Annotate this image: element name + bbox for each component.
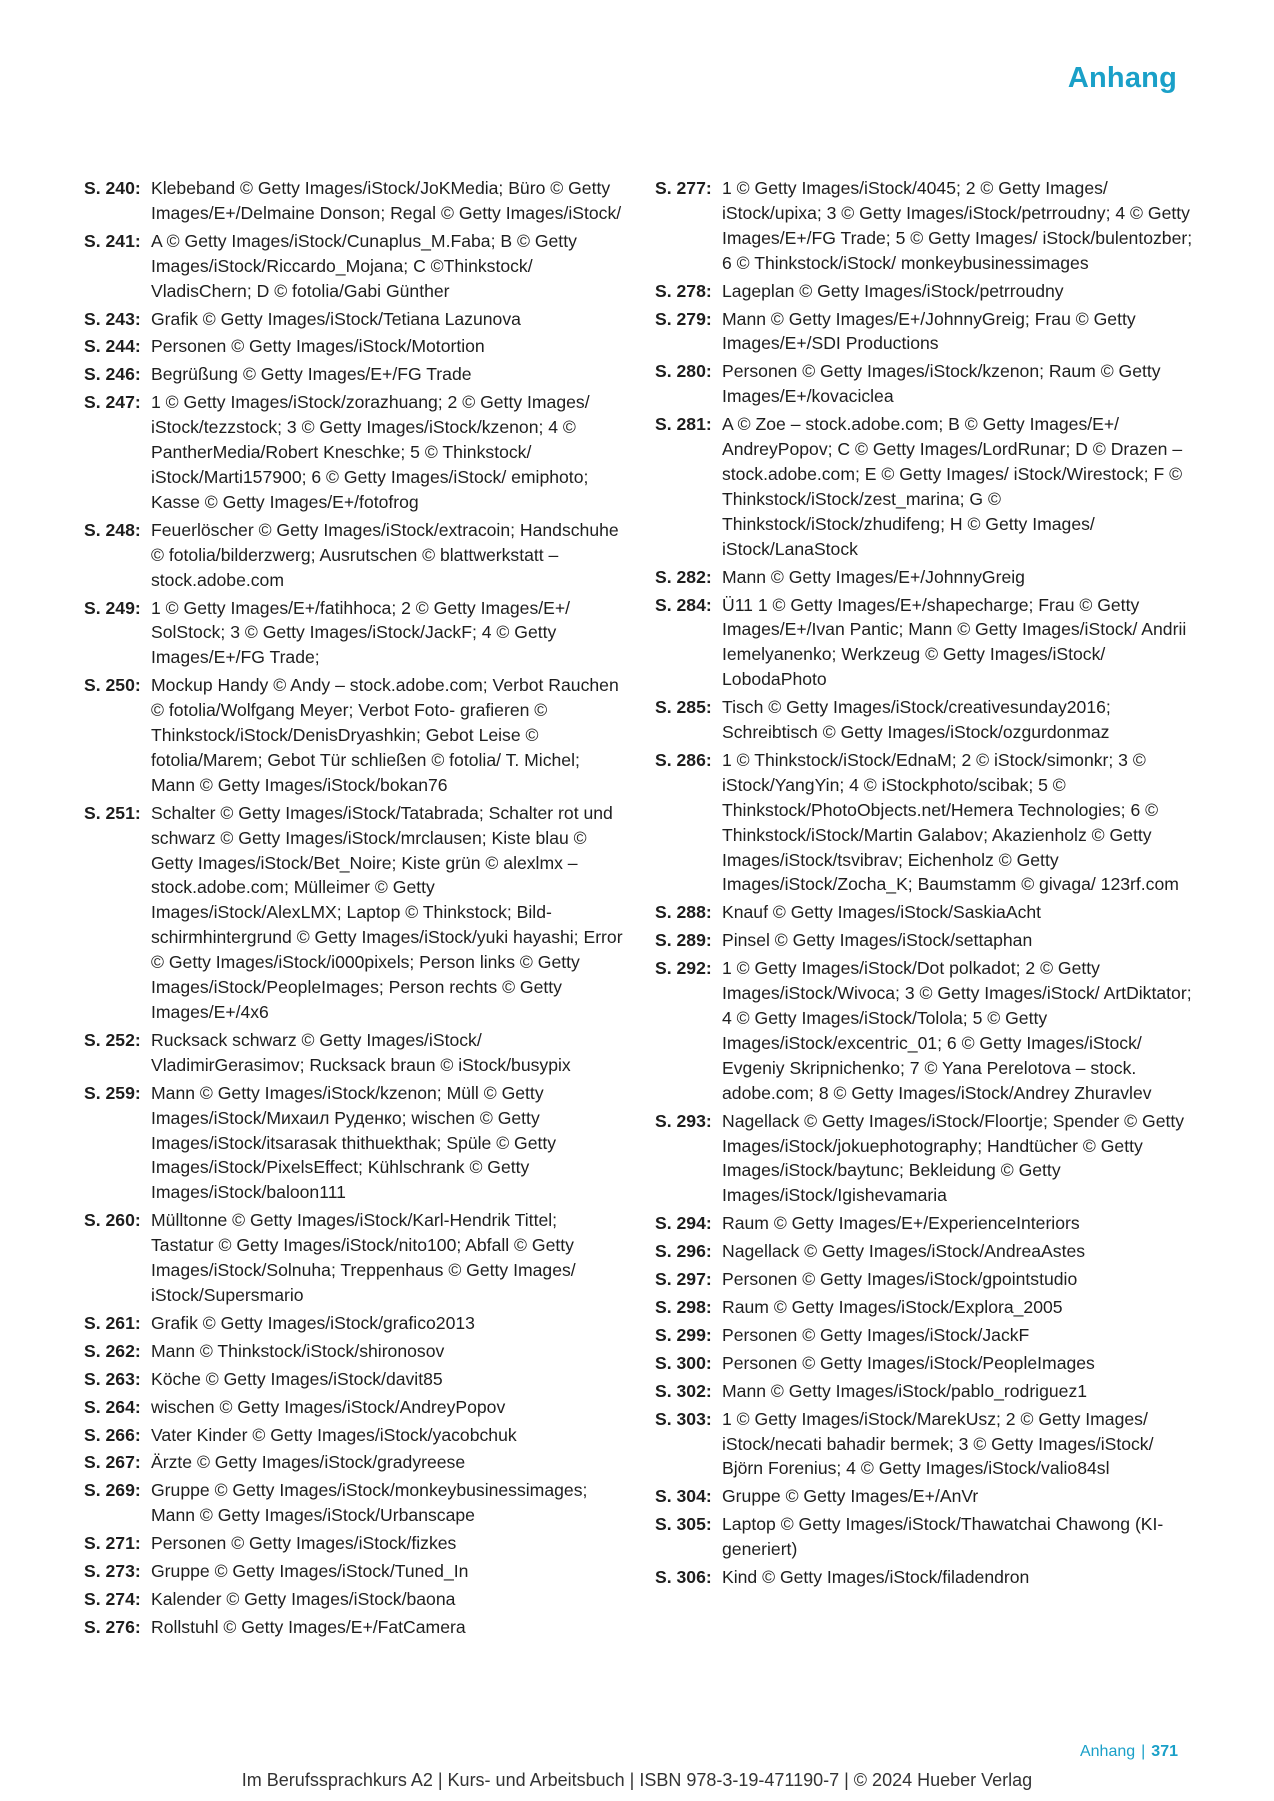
credit-page-ref: S. 300: bbox=[655, 1352, 712, 1373]
credit-page-ref: S. 286: bbox=[655, 749, 712, 770]
credit-entry bbox=[655, 307, 1195, 357]
credit-entry bbox=[655, 1379, 1195, 1404]
credit-page-ref: S. 298: bbox=[655, 1296, 712, 1317]
credit-text: 1 © Getty Images/E+/fatihhoca; 2 © Getty Images/E+/ SolStock; 3 © Getty Images/iStock/JackF; 4 © Getty Images/E+/FG Trade; bbox=[151, 597, 571, 668]
credit-entry bbox=[655, 1484, 1195, 1509]
credit-text: Personen © Getty Images/iStock/JackF bbox=[722, 1324, 1030, 1345]
credit-text: Lageplan © Getty Images/iStock/petrroudny bbox=[722, 280, 1064, 301]
credit-page-ref: S. 302: bbox=[655, 1380, 712, 1401]
credit-page-ref: S. 284: bbox=[655, 594, 712, 615]
credit-page-ref: S. 259: bbox=[84, 1082, 141, 1103]
credit-page-ref: S. 299: bbox=[655, 1324, 712, 1345]
credit-page-ref: S. 262: bbox=[84, 1340, 141, 1361]
credit-page-ref: S. 279: bbox=[655, 308, 712, 329]
credit-text: Grafik © Getty Images/iStock/grafico2013 bbox=[151, 1312, 475, 1333]
credit-text: Mockup Handy © Andy – stock.adobe.com; Verbot Rauchen © fotolia/Wolfgang Meyer; Verbot Foto- grafieren © Thinkstock/iStock/DenisDryashkin; Gebot Leise © fotolia/Marem; Gebot Tür schließen © fotolia/ T. Michel; Mann © Getty Images/iStock/bokan76 bbox=[151, 675, 619, 795]
credit-text: Personen © Getty Images/iStock/kzenon; Raum © Getty Images/E+/kovaciclea bbox=[722, 361, 1161, 407]
credit-text: A © Zoe – stock.adobe.com; B © Getty Images/E+/ AndreyPopov; C © Getty Images/LordRunar; D © Drazen – stock.adobe.com; E © Getty Images/ iStock/Wirestock; F © Thinkstock/iStock/zest_marina; G © Thinkstock/iStock/zhudifeng; H © Getty Images/ iStock/LanaStock bbox=[722, 414, 1183, 559]
credit-entry bbox=[655, 956, 1195, 1105]
credit-text: Mann © Getty Images/iStock/pablo_rodriguez1 bbox=[722, 1380, 1088, 1401]
credit-page-ref: S. 240: bbox=[84, 178, 141, 198]
credit-page-ref: S. 260: bbox=[84, 1210, 141, 1231]
credit-entry bbox=[655, 359, 1195, 409]
credit-page-ref: S. 247: bbox=[84, 392, 141, 413]
credit-text: Feuerlöscher © Getty Images/iStock/extracoin; Handschuhe © fotolia/bilderzwerg; Ausrutschen © blattwerkstatt – stock.adobe.com bbox=[151, 519, 619, 590]
credit-page-ref: S. 252: bbox=[84, 1029, 141, 1050]
credit-text: 1 © Getty Images/iStock/MarekUsz; 2 © Getty Images/ iStock/necati bahadir bermek; 3 © Getty Images/iStock/ Björn Forenius; 4 © Getty Images/iStock/valio84sl bbox=[722, 1408, 1154, 1479]
credit-text: A © Getty Images/iStock/Cunaplus_M.Faba; B © Getty Images/iStock/Riccardo_Mojana; C ©Thinkstock/ VladisChern; D © fotolia/Gabi Günther bbox=[151, 230, 577, 301]
credit-page-ref: S. 251: bbox=[84, 802, 141, 823]
credit-text: Grafik © Getty Images/iStock/Tetiana Lazunova bbox=[151, 308, 521, 329]
credit-entry bbox=[655, 1351, 1195, 1376]
credit-page-ref: S. 277: bbox=[655, 178, 712, 198]
credit-text: Vater Kinder © Getty Images/iStock/yacobchuk bbox=[151, 1424, 517, 1445]
credit-entry bbox=[655, 1512, 1195, 1562]
credit-entry bbox=[655, 565, 1195, 590]
credit-page-ref: S. 294: bbox=[655, 1213, 712, 1234]
credit-entry bbox=[655, 748, 1195, 897]
credit-entry bbox=[84, 518, 624, 593]
credit-entry bbox=[84, 673, 624, 798]
credit-entry bbox=[655, 695, 1195, 745]
credit-text: Mülltonne © Getty Images/iStock/Karl-Hendrik Tittel; Tastatur © Getty Images/iStock/nito100; Abfall © Getty Images/iStock/Solnuha; Treppenhaus © Getty Images/ iStock/Supersmario bbox=[151, 1210, 576, 1305]
credit-page-ref: S. 250: bbox=[84, 675, 141, 696]
credit-page-ref: S. 266: bbox=[84, 1424, 141, 1445]
credit-text: Klebeband © Getty Images/iStock/JoKMedia; Büro © Getty Images/E+/Delmaine Donson; Regal © Getty Images/iStock/ bbox=[151, 178, 622, 223]
credit-text: Rucksack schwarz © Getty Images/iStock/ VladimirGerasimov; Rucksack braun © iStock/busypix bbox=[151, 1029, 571, 1075]
credit-entry bbox=[655, 928, 1195, 953]
credit-entry bbox=[84, 1367, 624, 1392]
credit-entry bbox=[84, 1615, 624, 1640]
credit-text: Mann © Getty Images/E+/JohnnyGreig; Frau © Getty Images/E+/SDI Productions bbox=[722, 308, 1136, 354]
credit-entry bbox=[84, 1559, 624, 1584]
credit-page-ref: S. 305: bbox=[655, 1514, 712, 1535]
credit-page-ref: S. 292: bbox=[655, 958, 712, 979]
credit-entry bbox=[655, 412, 1195, 561]
page-title: Anhang bbox=[1067, 62, 1177, 94]
credit-page-ref: S. 261: bbox=[84, 1312, 141, 1333]
credits-column-left bbox=[84, 176, 624, 1643]
credit-entry bbox=[84, 390, 624, 515]
credit-text: Rollstuhl © Getty Images/E+/FatCamera bbox=[151, 1616, 466, 1637]
credit-page-ref: S. 249: bbox=[84, 597, 141, 618]
credit-text: Begrüßung © Getty Images/E+/FG Trade bbox=[151, 364, 472, 385]
credit-text: 1 © Getty Images/iStock/Dot polkadot; 2 © Getty Images/iStock/Wivoca; 3 © Getty Images/iStock/ ArtDiktator; 4 © Getty Images/iStock/Tolola; 5 © Getty Images/iStock/excentric_01; 6 © Getty Images/iStock/ Evgeniy Skripnichenko; 7 © Yana Perelotova – stock. adobe.com; 8 © Getty Images/iStock/Andrey Zhuravlev bbox=[722, 958, 1192, 1103]
credit-page-ref: S. 246: bbox=[84, 364, 141, 385]
credit-text: Gruppe © Getty Images/E+/AnVr bbox=[722, 1486, 979, 1507]
credit-entry bbox=[84, 1531, 624, 1556]
credit-entry bbox=[655, 1565, 1195, 1590]
credit-page-ref: S. 274: bbox=[84, 1588, 141, 1609]
credit-text: Personen © Getty Images/iStock/Motortion bbox=[151, 336, 485, 357]
credit-entry bbox=[655, 176, 1195, 276]
credit-text: Laptop © Getty Images/iStock/Thawatchai Chawong (KI-generiert) bbox=[722, 1514, 1164, 1560]
credit-entry bbox=[84, 1208, 624, 1308]
credit-entry bbox=[655, 1407, 1195, 1482]
credit-entry bbox=[84, 1395, 624, 1420]
credit-entry bbox=[655, 1109, 1195, 1209]
credit-text: Knauf © Getty Images/iStock/SaskiaAcht bbox=[722, 902, 1042, 923]
credit-page-ref: S. 264: bbox=[84, 1396, 141, 1417]
credit-page-ref: S. 276: bbox=[84, 1616, 141, 1637]
credit-page-ref: S. 278: bbox=[655, 280, 712, 301]
credit-entry bbox=[84, 1339, 624, 1364]
page-number: 371 bbox=[1151, 1743, 1178, 1760]
credit-text: Nagellack © Getty Images/iStock/AndreaAstes bbox=[722, 1241, 1086, 1262]
credit-page-ref: S. 280: bbox=[655, 361, 712, 382]
credit-page-ref: S. 282: bbox=[655, 566, 712, 587]
credit-entry bbox=[84, 1450, 624, 1475]
credit-text: 1 © Thinkstock/iStock/EdnaM; 2 © iStock/simonkr; 3 © iStock/YangYin; 4 © iStockphoto/scibak; 5 © Thinkstock/PhotoObjects.net/Hemera Technologies; 6 © Thinkstock/iStock/Martin Galabov; Akazienholz © Getty Images/iStock/tsvibrav; Eichenholz © Getty Images/iStock/Zocha_K; Baumstamm © givaga/ 123rf.com bbox=[722, 749, 1179, 895]
credit-text: Schalter © Getty Images/iStock/Tatabrada; Schalter rot und schwarz © Getty Images/iStock/mrclausen; Kiste blau © Getty Images/iStock/Bet_Noire; Kiste grün © alexlmx – stock.adobe.com; Mülleimer © Getty Images/iStock/AlexLMX; Laptop © Thinkstock; Bild- schirmhintergrund © Getty Images/iStock/yuki hayashi; Error © Getty Images/iStock/i000pixels; Person links © Getty Images/iStock/PeopleImages; Person rechts © Getty Images/E+/4x6 bbox=[151, 802, 623, 1022]
credit-text: Ü11 1 © Getty Images/E+/shapecharge; Frau © Getty Images/E+/Ivan Pantic; Mann © Getty Images/iStock/ Andrii Iemelyanenko; Werkzeug © Getty Images/iStock/ LobodaPhoto bbox=[722, 594, 1187, 690]
credit-text: 1 © Getty Images/iStock/zorazhuang; 2 © Getty Images/ iStock/tezzstock; 3 © Getty Images/iStock/kzenon; 4 © PantherMedia/Robert Kneschke; 5 © Thinkstock/ iStock/Marti157900; 6 © Getty Images/iStock/ emiphoto; Kasse © Getty Images/E+/fotofrog bbox=[151, 392, 590, 512]
credit-page-ref: S. 269: bbox=[84, 1480, 141, 1501]
credit-entry bbox=[84, 362, 624, 387]
credit-text: Nagellack © Getty Images/iStock/Floortje; Spender © Getty Images/iStock/jokuephotography; Handtücher © Getty Images/iStock/baytunc; Bekleidung © Getty Images/iStock/Igishevamaria bbox=[722, 1110, 1185, 1206]
credit-page-ref: S. 271: bbox=[84, 1533, 141, 1554]
footer-book-info: Im Berufssprachkurs A2 | Kurs- und Arbeitsbuch | ISBN 978-3-19-471190-7 | © 2024 Hueber Verlag bbox=[241, 1770, 1033, 1790]
credit-text: Raum © Getty Images/E+/ExperienceInteriors bbox=[722, 1213, 1080, 1234]
credit-entry bbox=[84, 1478, 624, 1528]
credit-page-ref: S. 248: bbox=[84, 519, 141, 540]
credit-text: Raum © Getty Images/iStock/Explora_2005 bbox=[722, 1296, 1063, 1317]
credit-page-ref: S. 241: bbox=[84, 230, 141, 251]
credit-text: Tisch © Getty Images/iStock/creativesunday2016; Schreibtisch © Getty Images/iStock/ozgurdonmaz bbox=[722, 697, 1111, 743]
credit-entry bbox=[655, 593, 1195, 693]
footer-section-name: Anhang bbox=[1079, 1743, 1136, 1760]
credit-entry bbox=[84, 229, 624, 304]
credit-entry bbox=[84, 1587, 624, 1612]
credit-text: Mann © Getty Images/E+/JohnnyGreig bbox=[722, 566, 1025, 587]
credit-entry bbox=[655, 279, 1195, 304]
credit-text: Pinsel © Getty Images/iStock/settaphan bbox=[722, 930, 1033, 951]
credit-text: 1 © Getty Images/iStock/4045; 2 © Getty Images/ iStock/upixa; 3 © Getty Images/iStock/petrroudny; 4 © Getty Images/E+/FG Trade; 5 © Getty Images/ iStock/bulentozber; 6 © Thinkstock/iStock/ monkeybusinessimages bbox=[722, 178, 1193, 273]
credit-text: Köche © Getty Images/iStock/davit85 bbox=[151, 1368, 443, 1389]
credit-entry bbox=[84, 176, 624, 226]
credit-text: Personen © Getty Images/iStock/PeopleImages bbox=[722, 1352, 1095, 1373]
credit-entry bbox=[84, 307, 624, 332]
credit-page-ref: S. 285: bbox=[655, 697, 712, 718]
credit-entry bbox=[655, 1295, 1195, 1320]
credit-entry bbox=[655, 1323, 1195, 1348]
credit-page-ref: S. 267: bbox=[84, 1452, 141, 1473]
credits-column-right bbox=[655, 176, 1195, 1593]
credit-page-ref: S. 306: bbox=[655, 1567, 712, 1588]
credit-text: Kalender © Getty Images/iStock/baona bbox=[151, 1588, 456, 1609]
credit-text: Gruppe © Getty Images/iStock/Tuned_In bbox=[151, 1561, 469, 1582]
credit-page-ref: S. 288: bbox=[655, 902, 712, 923]
credit-entry bbox=[84, 801, 624, 1025]
credit-text: Mann © Thinkstock/iStock/shironosov bbox=[151, 1340, 445, 1361]
credit-page-ref: S. 296: bbox=[655, 1241, 712, 1262]
credit-page-ref: S. 263: bbox=[84, 1368, 141, 1389]
credit-text: Personen © Getty Images/iStock/fizkes bbox=[151, 1533, 457, 1554]
footer-separator: | bbox=[1141, 1743, 1146, 1760]
credit-entry bbox=[84, 1081, 624, 1206]
footer-section-label bbox=[1080, 1743, 1178, 1761]
credit-page-ref: S. 289: bbox=[655, 930, 712, 951]
credit-entry bbox=[655, 1239, 1195, 1264]
credit-page-ref: S. 293: bbox=[655, 1110, 712, 1131]
credit-entry bbox=[655, 900, 1195, 925]
credit-entry bbox=[84, 1028, 624, 1078]
credit-text: Gruppe © Getty Images/iStock/monkeybusinessimages; Mann © Getty Images/iStock/Urbanscape bbox=[151, 1480, 588, 1526]
credit-page-ref: S. 281: bbox=[655, 414, 712, 435]
credit-entry bbox=[84, 1311, 624, 1336]
credit-text: Kind © Getty Images/iStock/filadendron bbox=[722, 1567, 1030, 1588]
credit-page-ref: S. 297: bbox=[655, 1269, 712, 1290]
credit-page-ref: S. 244: bbox=[84, 336, 141, 357]
credit-text: Personen © Getty Images/iStock/gpointstudio bbox=[722, 1269, 1078, 1290]
credit-page-ref: S. 304: bbox=[655, 1486, 712, 1507]
credit-text: wischen © Getty Images/iStock/AndreyPopov bbox=[151, 1396, 506, 1417]
credit-entry bbox=[84, 596, 624, 671]
credit-page-ref: S. 303: bbox=[655, 1408, 712, 1429]
credit-entry bbox=[84, 1423, 624, 1448]
credit-text: Mann © Getty Images/iStock/kzenon; Müll © Getty Images/iStock/Михаил Руденко; wischen © Getty Images/iStock/itsarasak thithuekthak; Spüle © Getty Images/iStock/PixelsEffect; Kühlschrank © Getty Images/iStock/baloon111 bbox=[151, 1082, 557, 1203]
credit-entry bbox=[84, 334, 624, 359]
credit-page-ref: S. 243: bbox=[84, 308, 141, 329]
credit-page-ref: S. 273: bbox=[84, 1561, 141, 1582]
credit-entry bbox=[655, 1211, 1195, 1236]
credit-text: Ärzte © Getty Images/iStock/gradyreese bbox=[151, 1452, 466, 1473]
credit-entry bbox=[655, 1267, 1195, 1292]
